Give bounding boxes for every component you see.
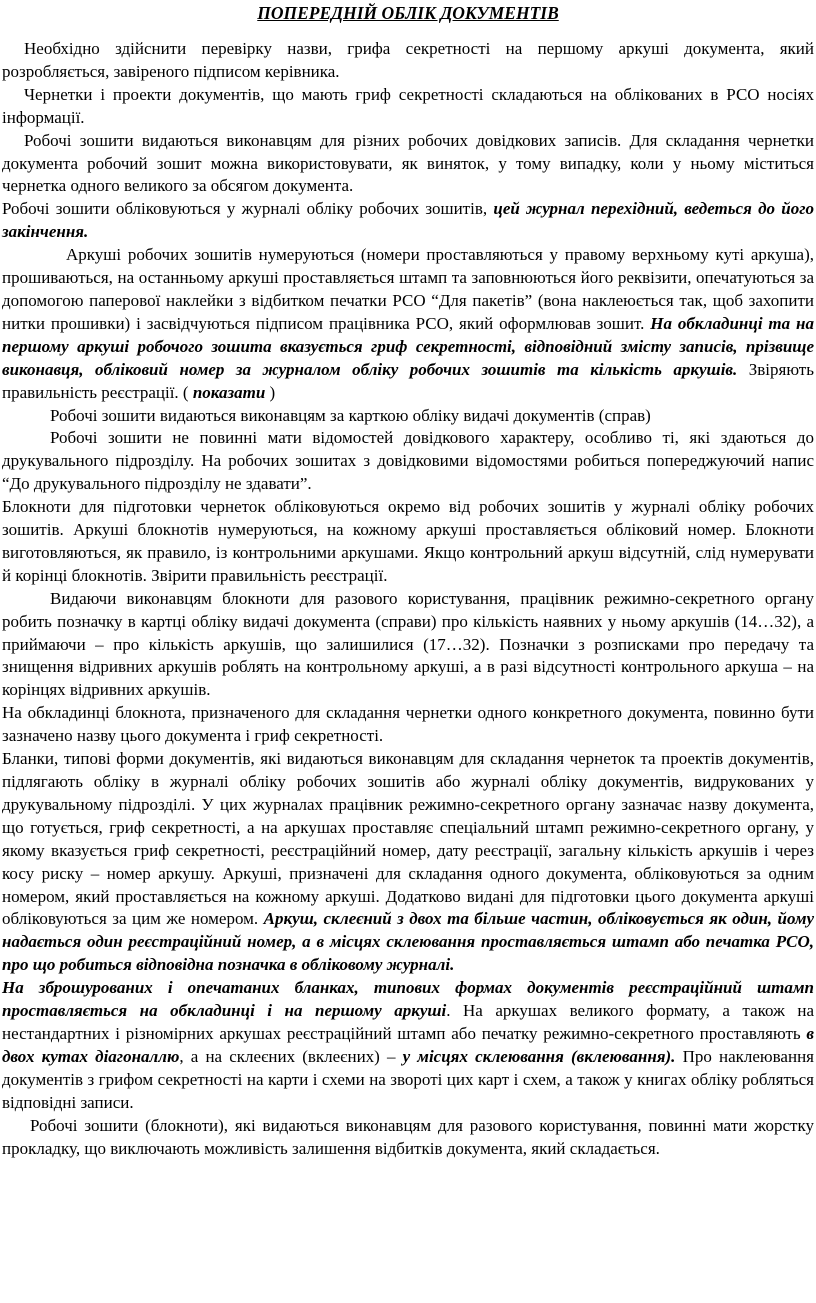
paragraph-4-text: Робочі зошити обліковуються у журналі обліку робочих зошитів, xyxy=(2,199,494,219)
paragraph-3: Робочі зошити видаються виконавцям для різних робочих довідкових записів. Для складання чернетки документа робочий зошит можна використовувати, як виняток, у тому випадку, коли у ньому міститься чернетка одного великого за обсягом документа. xyxy=(2,130,814,196)
paragraph-5 xyxy=(2,244,814,404)
document-title: ПОПЕРЕДНІЙ ОБЛІК ДОКУМЕНТІВ xyxy=(257,3,559,23)
paragraph-1: Необхідно здійснити перевірку назви, грифа секретності на першому аркуші документа, який розробляється, завіреного підписом керівника. xyxy=(2,39,814,81)
paragraph-11-emphasis: Аркуш, склеєний з двох та більше частин, обліковується як один, йому надається один реєстраційний номер, а в місцях склеювання проставляється штамп або печатка РСО, про що робиться відповідна позначка в обліковому журналі. xyxy=(2,909,815,975)
paragraph-5-text-3: ) xyxy=(265,382,276,402)
paragraph-12-emphasis: На зброшурованих і опечатаних бланках, типових формах документів реєстраційний штамп проставляється на обкладинці і на першому аркуші xyxy=(2,978,814,1021)
paragraph-5-show-note: показати xyxy=(192,382,266,402)
paragraph-9: Видаючи виконавцям блокноти для разового користування, працівник режимно-секретного органу робить позначку в картці обліку видачі документа (справи) про кількість наявних у ньому аркушів (14…32), а приймаючи – про кількість аркушів, що залишилися (17…32). Позначки з розписками про передачу та знищення відривних аркушів роблять на контрольному аркуші, а в разі відсутності контрольного аркуша – на корінцях відривних аркушів. xyxy=(2,588,814,700)
paragraph-6: Робочі зошити видаються виконавцям за карткою обліку видачі документів (справ) xyxy=(50,405,651,425)
paragraph-4 xyxy=(2,198,814,244)
paragraph-5-emphasis: На обкладинці та на першому аркуші робочого зошита вказується гриф секретності, відповідний змісту записів, прізвище виконавця, обліковий номер за журналом обліку робочих зошитів та кількість аркушів. xyxy=(2,313,814,379)
paragraph-5-text-2: Звіряють правильність реєстрації. ( xyxy=(2,359,814,402)
paragraph-8: Блокноти для підготовки чернеток обліковуються окремо від робочих зошитів у журналі обліку робочих зошитів. Аркуші блокнотів нумеруються, на кожному аркуші проставляється обліковий номер. Блокноти виготовляються, як правило, із контрольними аркушами. Якщо контрольний аркуш відсутній, слід нумерувати й корінці блокнотів. Звірити правильність реєстрації. xyxy=(2,497,814,585)
paragraph-12-emphasis-3: у місцях склеювання (вклеювання). xyxy=(402,1046,676,1066)
paragraph-12-emphasis-2: в двох кутах діагоналлю xyxy=(2,1023,814,1066)
paragraph-7: Робочі зошити не повинні мати відомостей довідкового характеру, особливо ті, які здаються до друкувального підрозділу. На робочих зошитах з довідковими відомостями робиться попереджуючий напис “До друкувального підрозділу не здавати”. xyxy=(2,428,814,494)
paragraph-11-text: Бланки, типові форми документів, які видаються виконавцям для складання чернеток та проектів документів, підлягають обліку в журналі обліку робочих зошитів або журналі обліку документів, видрукованих у друкувальному підрозділі. У цих журналах працівник режимно-секретного органу зазначає назву документа, що готується, гриф секретності, а на аркушах проставляє спеціальний штамп режимно-секретного органу, у якому вказується гриф секретності, реєстраційний номер, дату реєстрації, загальну кількість аркушів і через косу риску – номер аркушу. Аркуші, призначені для складання одного документа, обліковуються за одним номером, який проставляється на кожному аркуші. Додатково видані для підготовки цього документа аркуші обліковуються за цим же номером. xyxy=(2,749,814,929)
paragraph-12-text-3: Про наклеювання документів з грифом секретності на карти і схеми на звороті цих карт і схем, а також у книгах обліку робляться відповідні записи. xyxy=(2,1046,814,1112)
paragraph-4-emphasis: цей журнал перехідний, ведеться до його закінчення. xyxy=(2,199,814,242)
paragraph-13: Робочі зошити (блокноти), які видаються виконавцям для разового користування, повинні мати жорстку прокладку, що виключають можливість залишення відбитків документа, який складається. xyxy=(2,1115,814,1158)
paragraph-10: На обкладинці блокнота, призначеного для складання чернетки одного конкретного документа, повинно бути зазначено назву цього документа і гриф секретності. xyxy=(2,703,814,746)
paragraph-2: Чернетки і проекти документів, що мають гриф секретності складаються на облікованих в РСО носіях інформації. xyxy=(2,84,814,127)
paragraph-12 xyxy=(2,977,814,1114)
paragraph-12-text-2: , а на склеєних (вклеєних) – xyxy=(179,1046,403,1066)
paragraph-12-text: . На аркушах великого формату, а також на нестандартних і різномірних аркушах реєстраційний штамп або печатку режимно-секретного проставляють xyxy=(2,1001,814,1043)
paragraph-11 xyxy=(2,748,814,977)
paragraph-5-text: Аркуші робочих зошитів нумеруються (номери проставляються у правому верхньому куті аркуша), прошиваються, на останньому аркуші проставляється штамп та заповнюються його реквізити, опечатуються за допомогою паперової наклейки з відбитком печатки РСО “Для пакетів” (вона наклеюється так, щоб захопити нитки прошивки) і засвідчуються підписом працівника РСО, який оформлював зошит. xyxy=(2,245,814,333)
